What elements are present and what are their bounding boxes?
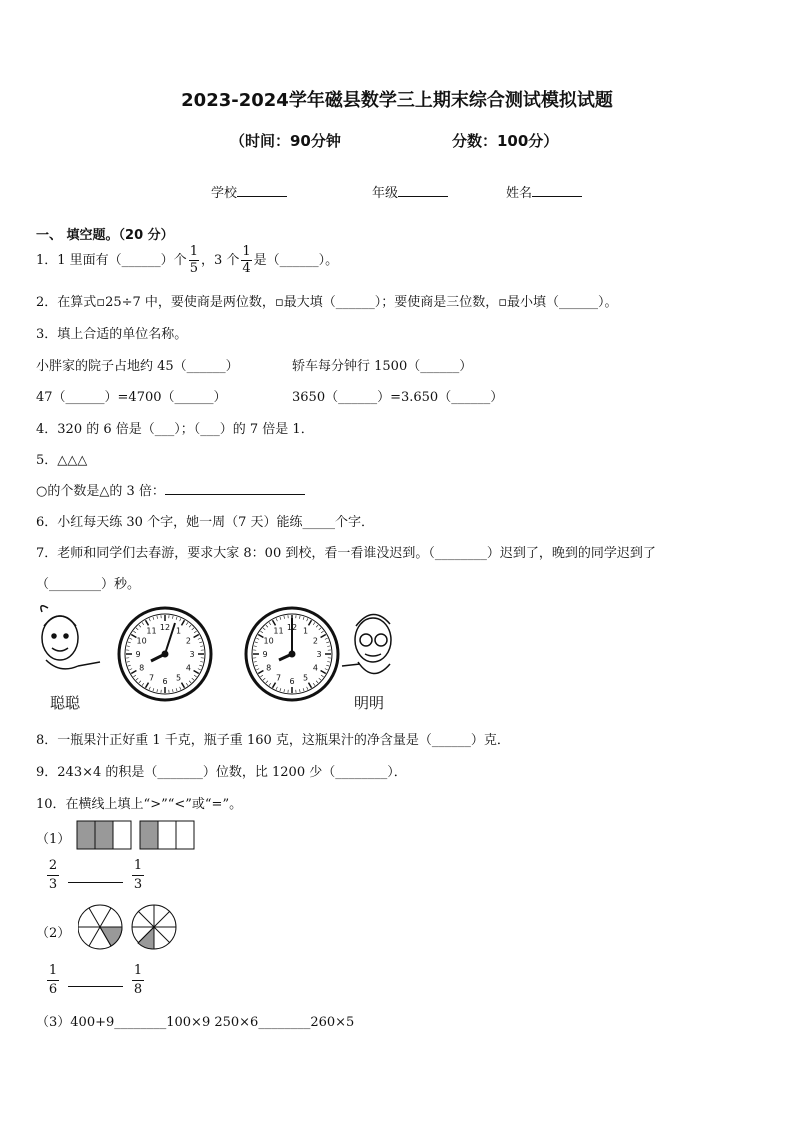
clock-tick — [321, 671, 326, 674]
clock-numeral: 9 — [135, 650, 141, 659]
clock-tick — [157, 616, 158, 619]
question-3: 3．填上合适的单位名称。 — [36, 327, 188, 342]
clock-tick — [189, 681, 191, 683]
clock-tick — [180, 687, 181, 690]
clock-tick — [176, 617, 177, 620]
name-field: 姓名 — [506, 182, 582, 201]
clock-numeral: 1 — [302, 626, 309, 636]
clock-tick — [266, 681, 268, 683]
clock-tick — [146, 620, 149, 625]
clock-tick — [321, 635, 326, 638]
question-10-3: （3）400+9________100×9 250×6________260×5 — [36, 1015, 355, 1030]
question-7: 7．老师和同学们去春游，要求大家 8：00 到校，看一看谁没迟到。（________）迟到了，晚到的同学迟到了 — [36, 546, 656, 561]
clock-numeral: 10 — [136, 636, 147, 646]
clock-tick — [189, 625, 191, 627]
clock-tick — [309, 683, 312, 688]
clock-tick — [254, 646, 257, 647]
clock-tick — [172, 689, 173, 692]
clock-tick — [326, 665, 329, 666]
clock-tick — [149, 687, 150, 690]
question-2: 2．在算式▫25÷7 中，要使商是两位数，▫最大填（______）；要使商是三位数，▫最小填（______）。 — [36, 295, 618, 310]
question-4: 4．320 的 6 倍是（___）；（___）的 7 倍是 1． — [36, 422, 314, 437]
clock-tick — [133, 675, 135, 677]
question-7b: （________）秒。 — [36, 577, 141, 592]
clock-tick — [276, 687, 277, 690]
question-10-2-label: （2） — [36, 926, 71, 941]
clock-tick — [307, 687, 308, 690]
clock-tick — [128, 642, 131, 643]
clock-tick — [127, 646, 130, 647]
clock-tick — [200, 646, 203, 647]
clock-tick — [319, 628, 321, 630]
clock-tick — [280, 688, 281, 691]
clock-tick — [172, 616, 173, 619]
score-label: 分数：100分） — [452, 132, 559, 150]
bar-two-thirds — [77, 821, 131, 849]
clock-tick — [129, 669, 132, 670]
clock-tick — [273, 683, 276, 688]
clock-tick — [299, 689, 300, 692]
circle-sixths — [78, 905, 122, 949]
clock-numeral: 9 — [262, 650, 268, 659]
clock-numeral: 12 — [286, 623, 298, 632]
clock-tick — [192, 628, 194, 630]
section-heading: 一、 填空题。（20 分） — [36, 228, 174, 243]
clock-tick — [139, 625, 141, 627]
clock-tick — [157, 689, 158, 692]
clock-tick — [199, 665, 202, 666]
clock-tick — [153, 617, 154, 620]
girl-icon — [41, 606, 100, 669]
fraction: $\frac{1}{4}$ — [242, 244, 251, 276]
clock-numeral: 8 — [139, 663, 145, 673]
name-label-mingming: 明明 — [354, 694, 385, 712]
clock-icon — [119, 608, 211, 700]
clock-tick — [321, 631, 323, 633]
clock-tick — [186, 683, 188, 685]
fraction: 1 6 — [48, 963, 58, 997]
clock-tick — [263, 628, 265, 630]
clock-tick — [325, 669, 328, 670]
clock-numeral: 3 — [189, 650, 195, 659]
clock-numeral: 6 — [289, 677, 295, 686]
clock-tick — [128, 665, 131, 666]
clock-tick — [260, 631, 262, 633]
clock-tick — [269, 622, 271, 624]
clock-tick — [198, 638, 201, 639]
question-3d: 3650（______）=3.650（______） — [292, 390, 504, 405]
clock-tick — [307, 618, 308, 621]
fraction: 1 8 — [133, 963, 143, 997]
clock-tick — [194, 631, 196, 633]
clock-numeral: 4 — [312, 663, 318, 673]
grade-field: 年级 — [372, 182, 448, 201]
clock-numeral: 12 — [159, 623, 171, 632]
clock-tick — [180, 618, 181, 621]
clock-tick — [321, 675, 323, 677]
clock-tick — [131, 671, 136, 674]
bar-one-third — [140, 821, 194, 849]
clock-tick — [258, 671, 263, 674]
clock-tick — [284, 689, 285, 692]
clock-tick — [186, 622, 188, 624]
clock-numeral: 7 — [148, 673, 155, 683]
clock-tick — [303, 688, 304, 691]
clock-tick — [316, 625, 318, 627]
clock-tick — [194, 675, 196, 677]
clock-tick — [263, 678, 265, 680]
clocks-illustration — [38, 604, 398, 714]
question-5: 5．△△△ — [36, 453, 88, 468]
clock-tick — [260, 675, 262, 677]
clock-tick — [146, 683, 149, 688]
page-title: 2023-2024学年磁县数学三上期末综合测试模拟试题 — [181, 90, 613, 111]
clock-numeral: 2 — [185, 636, 191, 646]
clock-tick — [127, 661, 130, 662]
clock-tick — [142, 683, 144, 685]
clock-tick — [327, 646, 330, 647]
clock-icon — [246, 608, 338, 700]
answer-blank — [68, 881, 123, 883]
clock-tick — [199, 642, 202, 643]
clock-tick — [139, 681, 141, 683]
fraction: 1 3 — [133, 858, 143, 892]
clock-tick — [266, 625, 268, 627]
clock-numeral: 3 — [316, 650, 322, 659]
clock-tick — [326, 642, 329, 643]
clock-numeral: 10 — [263, 636, 274, 646]
clock-numeral: 11 — [273, 626, 284, 636]
question-9: 9．243×4 的积是（_______）位数，比 1200 少（________）． — [36, 765, 407, 780]
clock-tick — [256, 669, 259, 670]
clock-tick — [136, 628, 138, 630]
clock-tick — [269, 683, 271, 685]
school-field: 学校 — [211, 182, 287, 201]
clock-tick — [280, 617, 281, 620]
clock-numeral: 2 — [312, 636, 318, 646]
answer-blank — [68, 985, 123, 987]
clock-tick — [153, 688, 154, 691]
clock-numeral: 6 — [162, 677, 168, 686]
clock-tick — [303, 617, 304, 620]
clock-numeral: 4 — [185, 663, 191, 673]
fraction: $\frac{1}{5}$ — [189, 244, 198, 276]
question-3b: 轿车每分钟行 1500（______） — [292, 359, 473, 374]
clock-tick — [313, 683, 315, 685]
clock-tick — [133, 631, 135, 633]
clock-numeral: 8 — [266, 663, 272, 673]
clock-tick — [182, 683, 185, 688]
clock-tick — [319, 678, 321, 680]
clock-numeral: 5 — [302, 673, 309, 683]
clock-numeral: 11 — [146, 626, 157, 636]
clock-tick — [176, 688, 177, 691]
boy-icon — [342, 614, 391, 673]
question-10: 10．在横线上填上“>”“<”或“=”。 — [36, 797, 243, 812]
question-10-1-label: （1） — [36, 832, 71, 847]
clock-tick — [254, 661, 257, 662]
question-3c: 47（______）=4700（______） — [36, 390, 227, 405]
clock-tick — [198, 669, 201, 670]
clock-tick — [313, 622, 315, 624]
clock-tick — [284, 616, 285, 619]
clock-tick — [256, 638, 259, 639]
clock-tick — [142, 622, 144, 624]
clock-tick — [129, 638, 132, 639]
clock-tick — [255, 665, 258, 666]
clock-tick — [327, 661, 330, 662]
fraction: 2 3 — [48, 858, 58, 892]
clock-tick — [316, 681, 318, 683]
clock-numeral: 5 — [175, 673, 182, 683]
clock-numeral: 7 — [275, 673, 282, 683]
clock-tick — [309, 620, 312, 625]
clock-tick — [194, 671, 199, 674]
time-label: （时间：90分钟 — [230, 132, 341, 150]
question-6: 6．小红每天练 30 个字，她一周（7 天）能练_____个字． — [36, 515, 374, 530]
bar-diagrams — [76, 820, 196, 852]
clock-tick — [299, 616, 300, 619]
circle-eighths — [132, 905, 176, 949]
clock-tick — [255, 642, 258, 643]
clock-tick — [194, 635, 199, 638]
clock-tick — [192, 678, 194, 680]
clock-tick — [200, 661, 203, 662]
question-1: 1．1 里面有（______）个 $\frac{1}{5}$ ，3 个 $\frac{1}{4}$ 是（______）。 — [36, 244, 339, 276]
question-8: 8．一瓶果汁正好重 1 千克，瓶子重 160 克，这瓶果汁的净含量是（______）克． — [36, 733, 510, 748]
clock-tick — [276, 618, 277, 621]
circle-diagrams — [78, 903, 178, 951]
question-3a: 小胖家的院子占地约 45（______） — [36, 359, 239, 374]
clock-tick — [325, 638, 328, 639]
name-label-congcong: 聪聪 — [50, 694, 81, 712]
question-5b: ○的个数是△的 3 倍： — [36, 480, 305, 499]
clock-tick — [149, 618, 150, 621]
clock-numeral: 1 — [175, 626, 182, 636]
clock-tick — [182, 620, 185, 625]
clock-tick — [136, 678, 138, 680]
clock-tick — [273, 620, 276, 625]
